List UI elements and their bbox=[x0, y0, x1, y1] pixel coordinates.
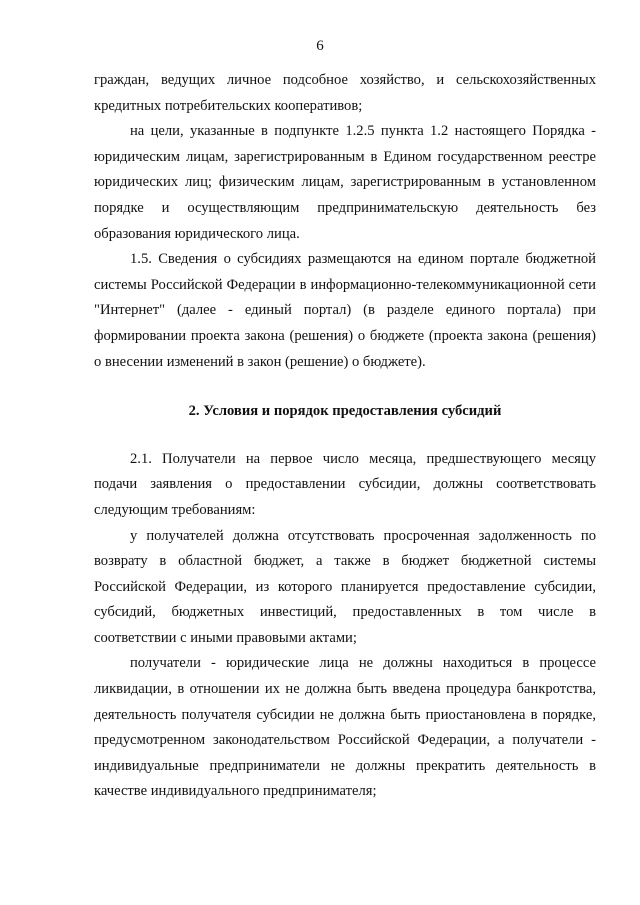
page-number: 6 bbox=[316, 38, 324, 54]
document-body bbox=[94, 68, 596, 805]
paragraph-purpose: на цели, указанные в подпункте 1.2.5 пункта 1.2 настоящего Порядка - юридическим лицам, зарегистрированным в Едином государственном реестре юридических лиц; физическим лицам, зарегистрированным в установленном порядке и осуществляющим предпринимательскую деятельность без образования юридического лица. bbox=[94, 123, 596, 242]
paragraph-requirement-debt: у получателей должна отсутствовать просроченная задолженность по возврату в областной бюджет, а также в бюджет бюджетной системы Российской Федерации, из которого планируется предоставление субсидии, субсидий, бюджетных инвестиций, предоставленных в том числе в соответствии с иными правовыми актами; bbox=[94, 527, 596, 646]
paragraph-1-5: 1.5. Сведения о субсидиях размещаются на едином портале бюджетной системы Российской Федерации в информационно-телекоммуникационной сети "Интернет" (далее - единый портал) (в разделе единого портала) при формировании проекта закона (решения) о бюджете (проекта закона (решения) о внесении изменений в закон (решение) о бюджете). bbox=[94, 251, 596, 370]
section-heading: 2. Условия и порядок предоставления субсидий bbox=[188, 403, 502, 420]
paragraph-2-1: 2.1. Получатели на первое число месяца, предшествующего месяцу подачи заявления о предоставлении субсидии, должны соответствовать следующим требованиям: bbox=[94, 450, 596, 518]
paragraph-continuation: граждан, ведущих личное подсобное хозяйство, и сельскохозяйственных кредитных потребительских кооперативов; bbox=[94, 72, 596, 114]
paragraph-requirement-liquidation: получатели - юридические лица не должны находиться в процессе ликвидации, в отношении их не должна быть введена процедура банкротства, деятельность получателя субсидии не должна быть приостановлена в порядке, предусмотренном законодательством Российской Федерации, а получатели - индивидуальные предприниматели не должны прекратить деятельность в качестве индивидуального предпринимателя; bbox=[94, 655, 596, 800]
